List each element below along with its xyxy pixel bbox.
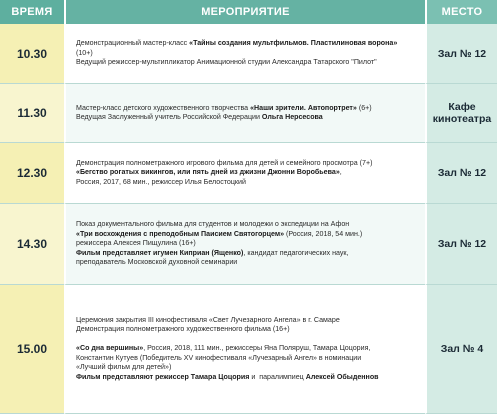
- event-line: [76, 230, 421, 239]
- event-line: [76, 354, 421, 363]
- event-line: [76, 258, 421, 267]
- time-cell: 10.30: [0, 24, 64, 84]
- event-text: Демонстрационный мастер-класс: [76, 39, 190, 48]
- event-description: [64, 204, 425, 285]
- event-line: [76, 373, 421, 382]
- place-cell: Кафе кинотеатра: [425, 84, 497, 143]
- event-text: преподаватель Московской духовной семинарии: [76, 258, 238, 267]
- header-event: МЕРОПРИЯТИЕ: [64, 0, 425, 24]
- event-text: [76, 335, 78, 343]
- event-text: Ольга Нерсесова: [261, 113, 323, 121]
- event-text: (10+): [76, 48, 93, 57]
- event-line: [76, 168, 421, 177]
- event-text: Россия, 2017, 68 мин., режиссер Илья Белостоцкий: [76, 177, 246, 186]
- time-cell: 12.30: [0, 143, 64, 204]
- event-description: [64, 143, 425, 204]
- time-cell: 14.30: [0, 204, 64, 285]
- event-text: Фильм представляет игумен Киприан (Ященко): [76, 248, 244, 257]
- event-line: [76, 58, 421, 67]
- event-text: Церемония закрытия III кинофестиваля «Свет Лучезарного Ангела» в г. Самаре: [76, 316, 340, 325]
- event-text: , Россия, 2018, 111 мин., режиссеры Яна Поляруш, Тамара Цоцория,: [143, 344, 371, 353]
- event-text: и паралимпиец: [249, 372, 306, 381]
- event-line: [76, 49, 421, 58]
- event-line: [76, 159, 421, 168]
- event-line: [76, 363, 421, 372]
- event-line: [76, 239, 421, 248]
- event-text: Фильм представляют режиссер Тамара Цоцория: [76, 372, 250, 381]
- header-time: ВРЕМЯ: [0, 0, 64, 24]
- event-text: Константин Кутуев (Победитель XV кинофестиваля «Лучезарный Ангел» в номинации: [76, 353, 362, 362]
- header-place: МЕСТО: [425, 0, 497, 24]
- event-description: [64, 84, 425, 143]
- event-text: Демонстрация полнометражного игрового фильма для детей и семейного просмотра (7+): [76, 158, 373, 167]
- event-line: [76, 178, 421, 187]
- event-description: [64, 285, 425, 414]
- event-description: [64, 24, 425, 84]
- event-line: [76, 113, 421, 122]
- event-text: режиссера Алексея Пищулина (16+): [76, 239, 196, 248]
- event-line: [76, 344, 421, 353]
- event-text: Алексей Обыденнов: [305, 372, 379, 381]
- event-line: [76, 335, 421, 344]
- event-text: «Бегство рогатых викингов, или пять дней из джизни Джонни Воробьева»: [76, 168, 340, 177]
- event-text: , кандидат педагогических наук,: [243, 248, 349, 257]
- event-text: (6+): [356, 103, 372, 112]
- event-line: [76, 249, 421, 258]
- event-line: [76, 325, 421, 334]
- event-text: «Тайны создания мультфильмов. Пластилиновая ворона»: [189, 39, 398, 48]
- event-text: Ведущий режиссер-мультипликатор Анимационной студии Александра Татарского "Пилот": [76, 58, 377, 67]
- event-text: «Три восхождения с преподобным Паисием Святогорцем»: [76, 229, 285, 238]
- time-cell: 11.30: [0, 84, 64, 143]
- event-text: Демонстрация полнометражного художественного фильма (16+): [76, 325, 290, 334]
- place-cell: Зал № 4: [425, 285, 497, 414]
- event-text: Ведущая Заслуженный учитель Российской Федерации: [76, 113, 262, 121]
- time-cell: 15.00: [0, 285, 64, 414]
- place-cell: Зал № 12: [425, 204, 497, 285]
- place-cell: Зал № 12: [425, 24, 497, 84]
- event-text: «Наши зрители. Автопортрет»: [250, 103, 357, 112]
- event-text: «Со дна вершины»: [76, 344, 144, 353]
- event-text: Мастер-класс детского художественного творчества: [76, 103, 251, 112]
- place-cell: Зал № 12: [425, 143, 497, 204]
- event-line: [76, 220, 421, 229]
- event-line: [76, 316, 421, 325]
- event-text: «Лучший фильм для детей»): [76, 363, 172, 372]
- event-line: [76, 39, 421, 48]
- event-line: [76, 104, 421, 113]
- event-text: Показ документального фильма для студентов и молодежи о экспедиции на Афон: [76, 220, 350, 229]
- event-text: (Россия, 2018, 54 мин.): [284, 229, 363, 238]
- event-text: ,: [339, 168, 342, 177]
